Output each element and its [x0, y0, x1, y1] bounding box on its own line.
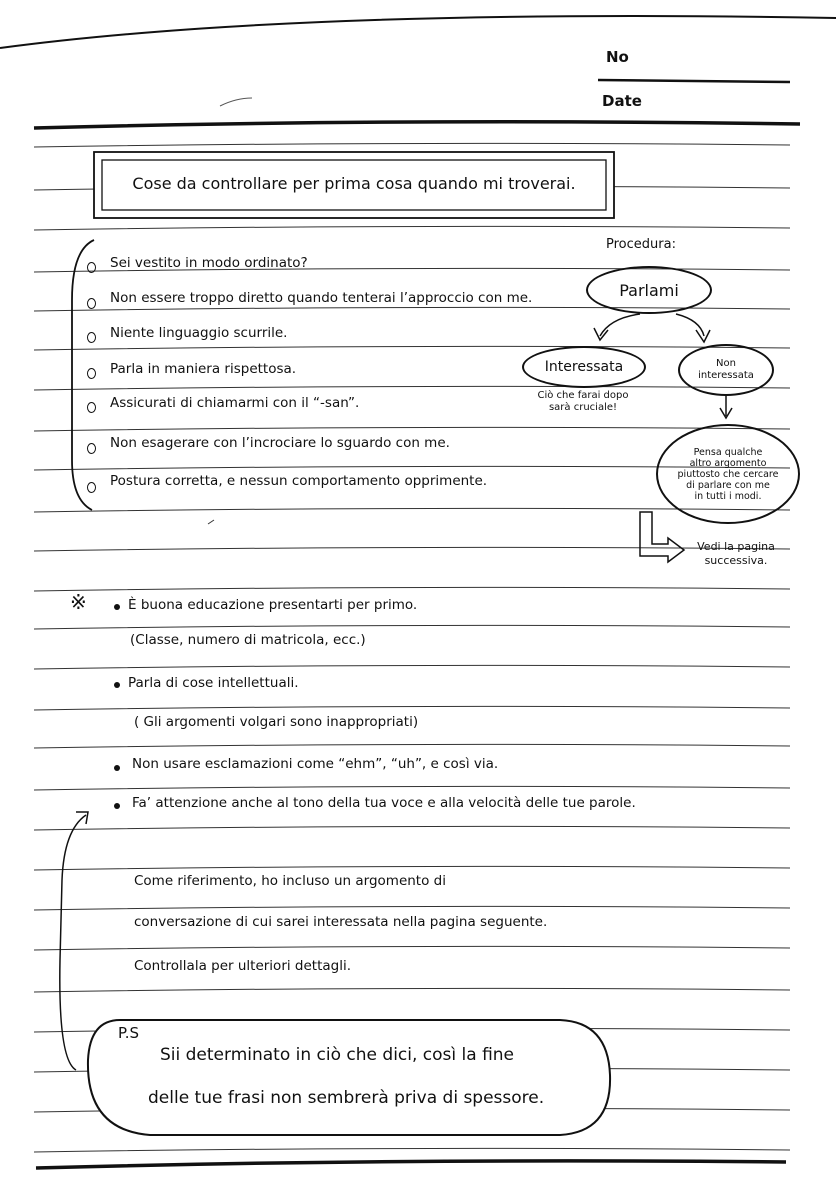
reference-line: Controllala per ulteriori dettagli.	[134, 958, 352, 974]
page-title: Cose da controllare per prima cosa quando mi troverai.	[132, 174, 576, 193]
ruled-line	[34, 587, 790, 591]
ruled-line	[34, 547, 790, 551]
checkbox-circle-icon	[87, 482, 96, 493]
asterisk-mark-icon: ※	[70, 590, 87, 614]
checkbox-circle-icon	[87, 402, 96, 413]
checklist-item: Sei vestito in modo ordinato?	[110, 255, 308, 271]
next-page-note	[686, 540, 786, 568]
note-item: È buona educazione presentarti per primo.	[128, 597, 418, 613]
checklist-item: Niente linguaggio scurrile.	[110, 325, 288, 341]
reference-line: conversazione di cui sarei interessata nella pagina seguente.	[134, 914, 548, 930]
ruled-line	[34, 786, 790, 790]
ps-line: delle tue frasi non sembrerà priva di spessore.	[148, 1088, 545, 1108]
node-line: Pensa qualche	[693, 446, 763, 458]
note-line: Vedi la pagina	[697, 540, 775, 553]
ruled-line	[34, 946, 790, 950]
bullet-icon	[114, 604, 120, 610]
flow-node-result	[656, 424, 800, 524]
ruled-line	[34, 744, 790, 748]
note-line: successiva.	[704, 554, 768, 567]
flowchart-heading: Procedura:	[606, 237, 676, 252]
note-item: Non usare esclamazioni come “ehm”, “uh”, e così via.	[132, 756, 499, 772]
ruled-line	[34, 706, 790, 710]
note-line: Ciò che farai dopo	[537, 390, 629, 401]
ruled-line	[34, 386, 790, 390]
flow-node-interested-label: Interessata	[544, 359, 624, 375]
flow-node-not-interested	[678, 344, 774, 396]
reference-line: Come riferimento, ho incluso un argomento di	[134, 873, 446, 889]
node-line: Non	[716, 358, 736, 369]
bullet-icon	[114, 803, 120, 809]
node-line: piuttosto che cercare	[677, 468, 779, 480]
ruled-line	[34, 143, 790, 147]
node-line: in tutti i modi.	[694, 490, 762, 502]
checkbox-circle-icon	[87, 262, 96, 273]
date-label: Date	[602, 92, 642, 110]
note-item: Fa’ attenzione anche al tono della tua voce e alla velocità delle tue parole.	[132, 795, 636, 811]
node-line: altro argomento	[689, 457, 767, 469]
ps-line: Sii determinato in ciò che dici, così la fine	[160, 1045, 515, 1065]
ruled-line	[34, 226, 790, 230]
checkbox-circle-icon	[87, 443, 96, 454]
ruled-line	[34, 427, 790, 431]
checklist-item: Postura corretta, e nessun comportamento opprimente.	[110, 473, 488, 489]
ruled-line	[34, 906, 790, 910]
node-line: interessata	[698, 370, 754, 381]
checkbox-circle-icon	[87, 298, 96, 309]
ruled-line	[34, 625, 790, 629]
bullet-icon	[114, 765, 120, 771]
note-item: ( Gli argomenti volgari sono inappropriati)	[134, 714, 419, 730]
ruled-line	[34, 826, 790, 830]
checkbox-circle-icon	[87, 368, 96, 379]
node-line: di parlare con me	[686, 479, 770, 491]
note-line: sarà cruciale!	[548, 402, 618, 413]
bullet-icon	[114, 682, 120, 688]
flow-node-interested	[522, 346, 646, 388]
flow-node-start	[586, 266, 712, 314]
checklist-item: Parla in maniera rispettosa.	[110, 361, 297, 377]
note-item: Parla di cose intellettuali.	[128, 675, 299, 691]
ruled-line	[34, 988, 790, 992]
flow-note-interested	[520, 390, 646, 414]
checklist-item: Assicurati di chiamarmi con il “-san”.	[110, 395, 360, 411]
flow-node-start-label: Parlami	[619, 280, 679, 300]
no-label: No	[606, 48, 629, 66]
ruled-line	[34, 1148, 790, 1152]
note-item: (Classe, numero di matricola, ecc.)	[130, 632, 366, 648]
checklist-item: Non esagerare con l’incrociare lo sguardo con me.	[110, 435, 450, 451]
ruled-line	[34, 346, 790, 350]
ruled-line	[34, 866, 790, 870]
checklist-item: Non essere troppo diretto quando tenterai l’approccio con me.	[110, 290, 533, 306]
checkbox-circle-icon	[87, 332, 96, 343]
ruled-line	[34, 665, 790, 669]
ps-label: P.S	[118, 1024, 139, 1042]
